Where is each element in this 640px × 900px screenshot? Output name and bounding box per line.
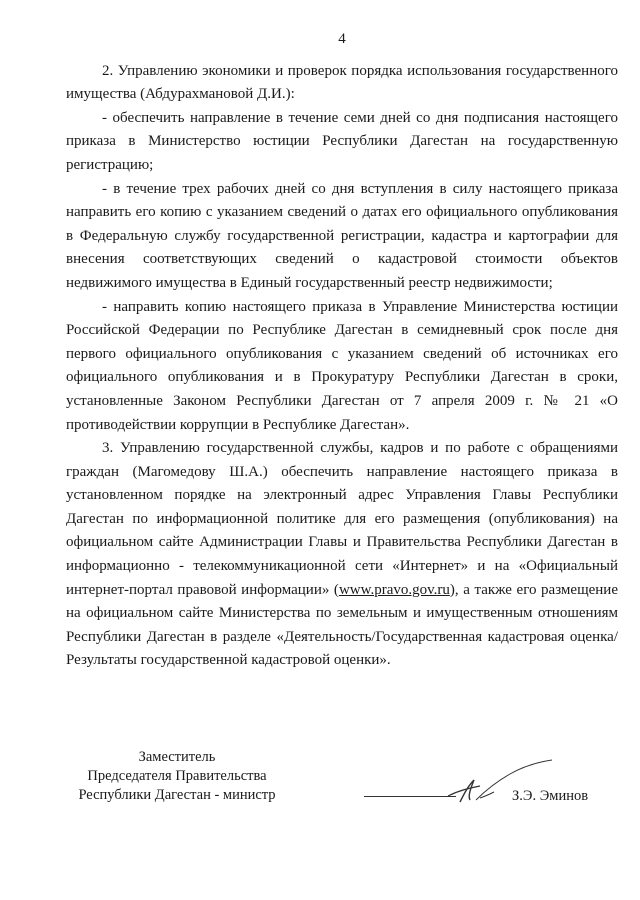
paragraph-2-item-b: - в течение трех рабочих дней со дня вступления в силу настоящего приказа направить его копию с указанием сведений о датах его официального опубликования в Федеральную службу государственной регистрации, кадастра и картографии для внесения соответствующих сведений о кадастровой стоимости объектов недвижимого имущества в Единый государственный реестр недвижимости; <box>66 180 618 291</box>
pravo-link[interactable]: www.pravo.gov.ru <box>338 581 450 598</box>
paragraph-2: 2. Управлению экономики и проверок порядка использования государственного имущества (Абдурахмановой Д.И.): <box>66 62 618 103</box>
paragraph-2-item-a: - обеспечить направление в течение семи дней со дня подписания настоящего приказа в Министерство юстиции Республики Дагестан на государственную регистрацию; <box>66 109 618 173</box>
signatory-title-line-3: Республики Дагестан - министр <box>78 787 276 803</box>
paragraph-3-text-after-link: ), а также его размещение на официальном сайте Министерства по земельным и имущественным отношениям Республики Дагестан в разделе «Деятельность/Государственная кадастровая оценка/Результаты государственной кадастровой оценки». <box>66 581 618 669</box>
paragraph-3-text-before-link: 3. Управлению государственной службы, кадров и по работе с обращениями граждан (Магомедову Ш.А.) обеспечить направление настоящего приказа в установленном порядке на электронный адрес Управления Главы Республики Дагестан по информационной политике для его размещения (опубликования) на официальном сайте Администрации Главы и Правительства Республики Дагестан в информационно - телекоммуникационной сети «Интернет» и на «Официальный интернет-портал правовой информации» ( <box>66 440 618 598</box>
paragraph-2-item-c: - направить копию настоящего приказа в Управление Министерства юстиции Российской Федерации по Республике Дагестан в семидневный срок после дня первого официального опубликования с указанием сведений об источниках его официального опубликования и в Прокуратуру Республики Дагестан в сроки, установленные Законом Республики Дагестан от 7 апреля 2009 г. № 21 «О противодействии коррупции в Республике Дагестан». <box>66 298 618 433</box>
signatory-title <box>62 748 292 805</box>
signatory-name: З.Э. Эминов <box>512 788 589 804</box>
signatory-title-line-2: Председателя Правительства <box>87 768 267 784</box>
signatory-title-line-1: Заместитель <box>138 749 216 765</box>
page-number: 4 <box>338 31 346 47</box>
paragraph-3 <box>66 437 618 673</box>
